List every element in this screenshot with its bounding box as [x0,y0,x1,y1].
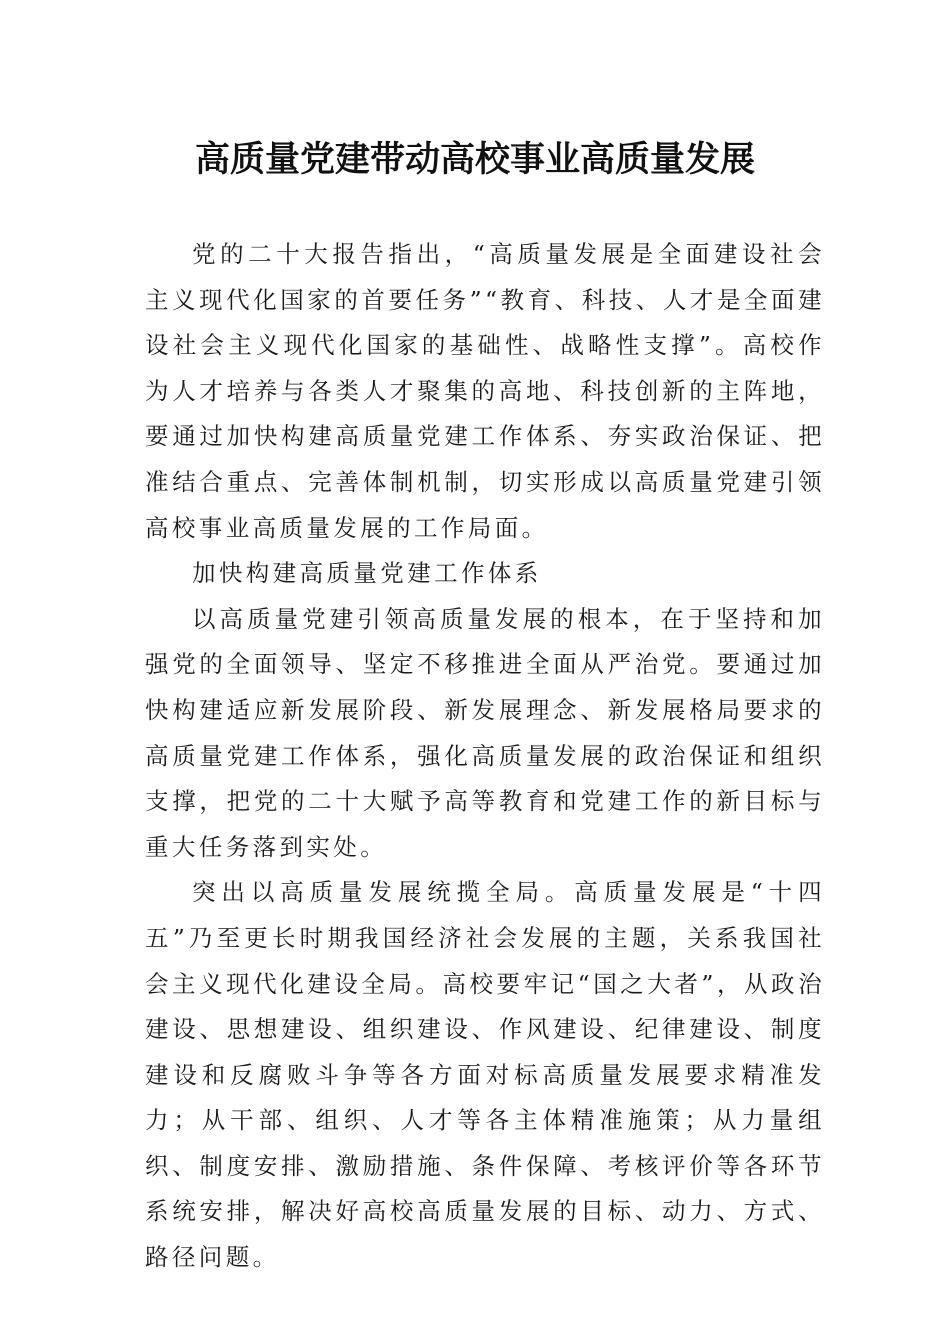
paragraph-foundation: 以高质量党建引领高质量发展的根本，在于坚持和加强党的全面领导、坚定不移推进全面从严治党。要通过加快构建适应新发展阶段、新发展理念、新发展格局要求的高质量党建工作体系，强化高质量发展的政治保证和组织支撑，把党的二十大赋予高等教育和党建工作的新目标与重大任务落到实处。 [145,604,825,861]
paragraph-intro: 党的二十大报告指出，“高质量发展是全面建设社会主义现代化国家的首要任务”“教育、科技、人才是全面建设社会主义现代化国家的基础性、战略性支撑”。高校作为人才培养与各类人才聚集的高地、科技创新的主阵地，要通过加快构建高质量党建工作体系、夯实政治保证、把准结合重点、完善体制机制，切实形成以高质量党建引领高校事业高质量发展的工作局面。 [145,240,825,542]
section-heading: 加快构建高质量党建工作体系 [192,559,542,588]
document-body [145,232,825,1281]
paragraph-overall-situation: 突出以高质量发展统揽全局。高质量发展是“十四五”乃至更长时期我国经济社会发展的主题，关系我国社会主义现代化建设全局。高校要牢记“国之大者”，从政治建设、思想建设、组织建设、作风建设、纪律建设、制度建设和反腐败斗争等各方面对标高质量发展要求精准发力；从干部、组织、人才等各主体精准施策；从力量组织、制度安排、激励措施、条件保障、考核评价等各环节系统安排，解决好高校高质量发展的目标、动力、方式、路径问题。 [145,878,825,1272]
document-title: 高质量党建带动高校事业高质量发展 [194,139,755,180]
